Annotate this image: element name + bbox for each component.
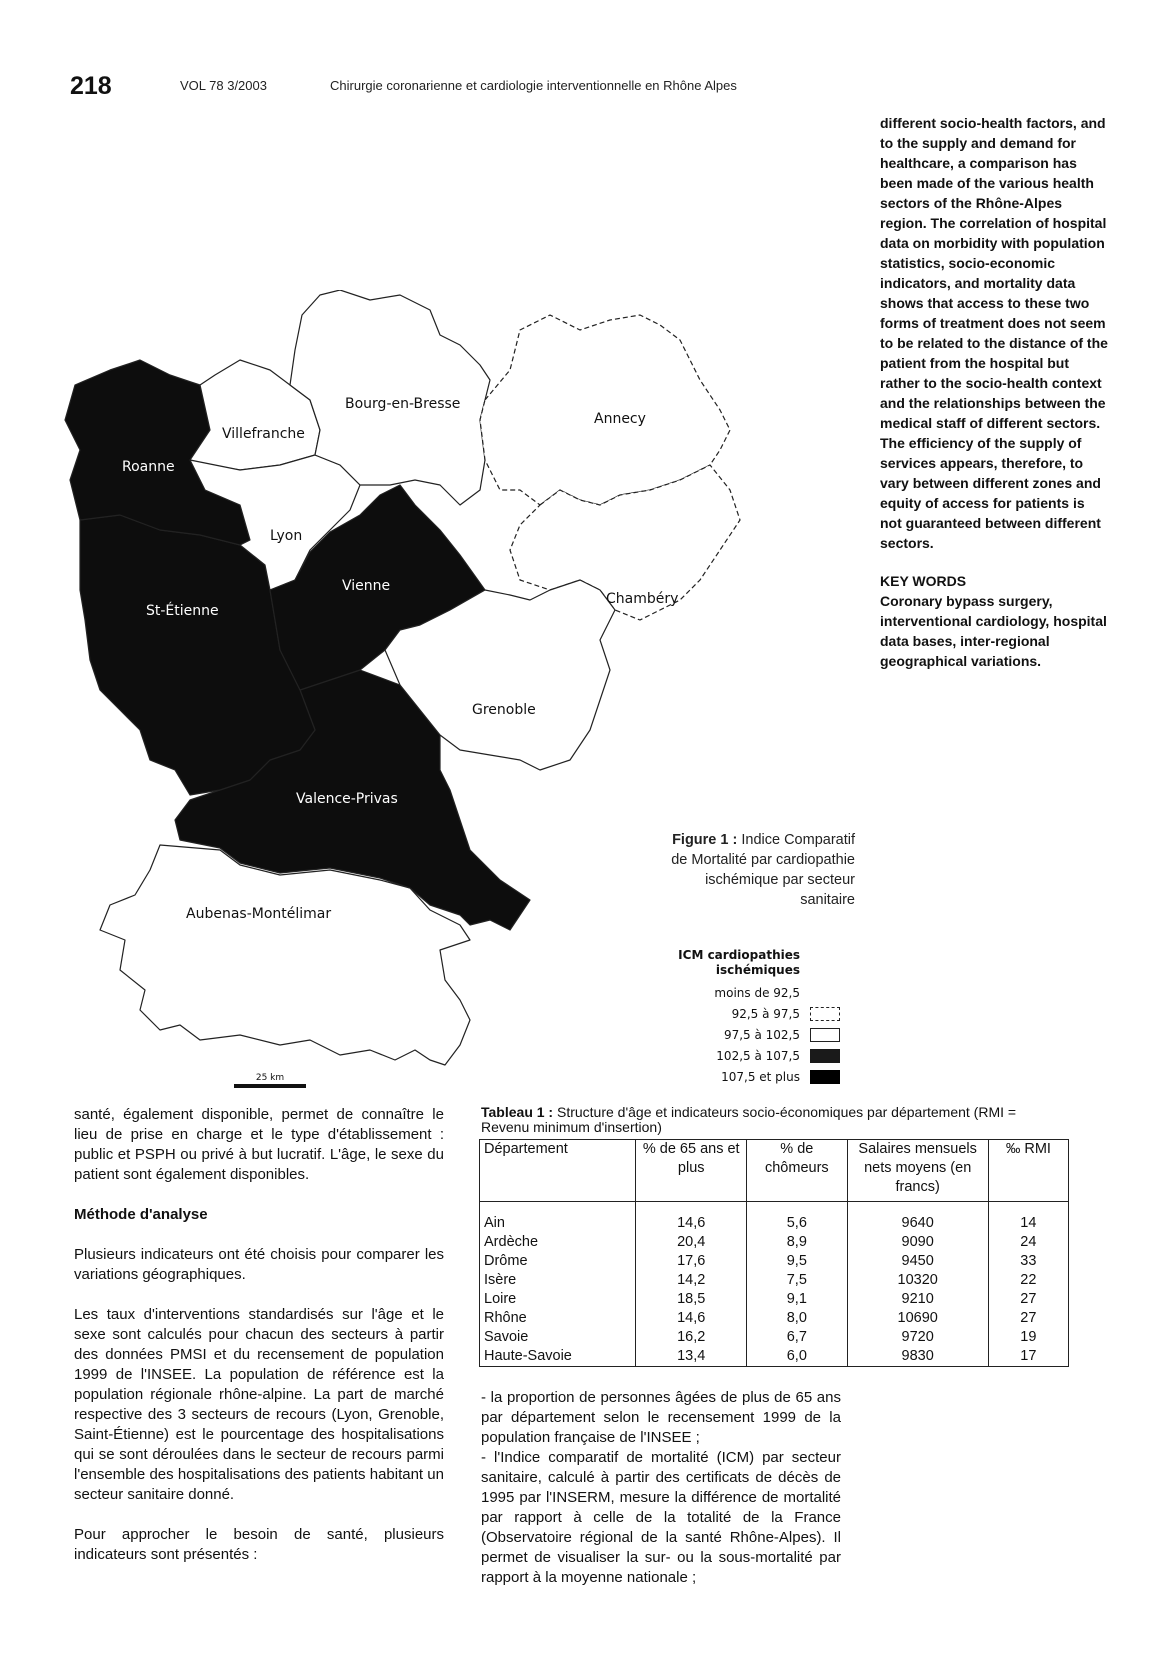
- left-paragraph-3: Les taux d'interventions standardisés sur l'âge et le sexe sont calculés pour chacun des secteurs à partir des données PMSI et du recensement de population 1999 de l'INSEE. La population de référence est la population régionale rhône-alpine. La part de marché respective des 3 secteurs de recours (Lyon, Grenoble, Saint-Étienne) est le pourcentage des hospitalisations qui se sont déroulées dans le secteur de recours parmi l'ensemble des hospitalisations des patients habitant un secteur sanitaire donné.: [74, 1306, 444, 1503]
- running-title: Chirurgie coronarienne et cardiologie interventionnelle en Rhône Alpes: [330, 78, 737, 93]
- page-number: 218: [70, 72, 112, 100]
- legend-item: 107,5 et plus: [660, 1066, 840, 1087]
- label-bourg: Bourg-en-Bresse: [345, 396, 461, 412]
- table-caption-label: Tableau 1 :: [481, 1104, 554, 1120]
- table-row: Drôme 17,6 9,5 9450 33: [480, 1252, 1069, 1271]
- left-paragraph-1: santé, également disponible, permet de connaître le lieu de prise en charge et le type d'établissement : public et PSPH ou privé à but lucratif. L'âge, le sexe du patient sont également disponibles.: [74, 1106, 444, 1183]
- keywords-text: Coronary bypass surgery, interventional cardiology, hospital data bases, inter-regional geographical variations.: [880, 593, 1107, 669]
- table-header-row: [480, 1140, 1069, 1202]
- legend-item: 97,5 à 102,5: [660, 1024, 840, 1045]
- scale-bar: [234, 1084, 306, 1088]
- table-row: Loire 18,5 9,1 9210 27: [480, 1290, 1069, 1309]
- legend-swatch-none: [810, 986, 840, 1000]
- legend-swatch-dark: [810, 1049, 840, 1063]
- map-legend: [660, 948, 840, 1087]
- label-grenoble: Grenoble: [472, 702, 536, 718]
- label-aubenas: Aubenas-Montélimar: [186, 906, 332, 922]
- table-row: Haute-Savoie 13,4 6,0 9830 17: [480, 1347, 1069, 1367]
- label-chambery: Chambéry: [606, 591, 679, 607]
- left-paragraph-2: Plusieurs indicateurs ont été choisis pour comparer les variations géographiques.: [74, 1246, 444, 1283]
- legend-swatch-black: [810, 1070, 840, 1084]
- label-annecy: Annecy: [594, 411, 646, 427]
- figure-caption-label: Figure 1 :: [672, 832, 738, 848]
- header-65-ans: % de 65 ans et plus: [636, 1140, 747, 1202]
- header-departement: Département: [480, 1140, 636, 1202]
- bottom-column: [481, 1388, 841, 1588]
- header-rmi: ‰ RMI: [988, 1140, 1068, 1202]
- label-lyon: Lyon: [270, 528, 303, 544]
- scale-label: 25 km: [255, 1073, 285, 1083]
- abstract-text: different socio-health factors, and to the supply and demand for healthcare, a comparison has been made of the various health sectors of the Rhône-Alpes region. The correlation of hospital data on morbidity with population statistics, socio-economic indicators, and mortality data shows that access to these two forms of treatment does not seem to be related to the distance of the patient from the hospital but rather to the socio-health context and the relationships between the medical staff of different sectors. The efficiency of the supply of services appears, therefore, to vary between different zones and equity of access for patients is not guaranteed between different sectors.: [880, 115, 1108, 551]
- legend-item: moins de 92,5: [660, 982, 840, 1003]
- header-chomeurs: % de chômeurs: [747, 1140, 848, 1202]
- map-scale: [234, 1073, 306, 1088]
- table-row: Savoie 16,2 6,7 9720 19: [480, 1328, 1069, 1347]
- legend-swatch-outline: [810, 1028, 840, 1042]
- data-table: [479, 1139, 1069, 1367]
- label-roanne: Roanne: [122, 459, 175, 475]
- legend-item: 102,5 à 107,5: [660, 1045, 840, 1066]
- abstract: [880, 113, 1110, 671]
- figure-caption-text: Indice Comparatif de Mortalité par cardiopathie ischémique par secteur sanitaire: [671, 832, 855, 908]
- table-caption: [481, 1105, 1061, 1135]
- bottom-paragraph-1: - la proportion de personnes âgées de plus de 65 ans par département selon le recensement 1999 de la population française de l'INSEE ;: [481, 1389, 841, 1446]
- legend-swatch-dashed: [810, 1007, 840, 1021]
- table-row: Ardèche 20,4 8,9 9090 24: [480, 1233, 1069, 1252]
- legend-item: 92,5 à 97,5: [660, 1003, 840, 1024]
- label-valence: Valence-Privas: [296, 791, 398, 807]
- left-paragraph-4: Pour approcher le besoin de santé, plusieurs indicateurs sont présentés :: [74, 1526, 444, 1563]
- label-st-etienne: St-Étienne: [146, 603, 219, 619]
- label-villefranche: Villefranche: [222, 426, 305, 442]
- table-row: Ain 14,6 5,6 9640 14: [480, 1202, 1069, 1234]
- volume-label: VOL 78 3/2003: [180, 78, 267, 93]
- legend-title-2: ischémiques: [715, 963, 800, 977]
- keywords-heading: KEY WORDS: [880, 573, 967, 589]
- table-caption-text: Structure d'âge et indicateurs socio-économiques par département (RMI = Revenu minimum d'insertion): [481, 1104, 1017, 1135]
- table-row: Isère 14,2 7,5 10320 22: [480, 1271, 1069, 1290]
- section-heading: Méthode d'analyse: [74, 1206, 208, 1223]
- bottom-paragraph-2: - l'Indice comparatif de mortalité (ICM) par secteur sanitaire, calculé à partir des certificats de décès de 1995 par l'INSERM, mesure la différence de mortalité par rapport à celle de la totalité de la France (Observatoire régional de la santé Rhône-Alpes). Il permet de visualiser la sur- ou la sous-mortalité par rapport à la moyenne nationale ;: [481, 1449, 841, 1586]
- label-vienne: Vienne: [342, 578, 391, 594]
- figure-caption: [655, 830, 855, 910]
- legend-title-1: ICM cardiopathies: [678, 948, 800, 962]
- table-row: Rhône 14,6 8,0 10690 27: [480, 1309, 1069, 1328]
- header-salaires: Salaires mensuels nets moyens (en francs): [847, 1140, 988, 1202]
- left-column: [74, 1105, 444, 1585]
